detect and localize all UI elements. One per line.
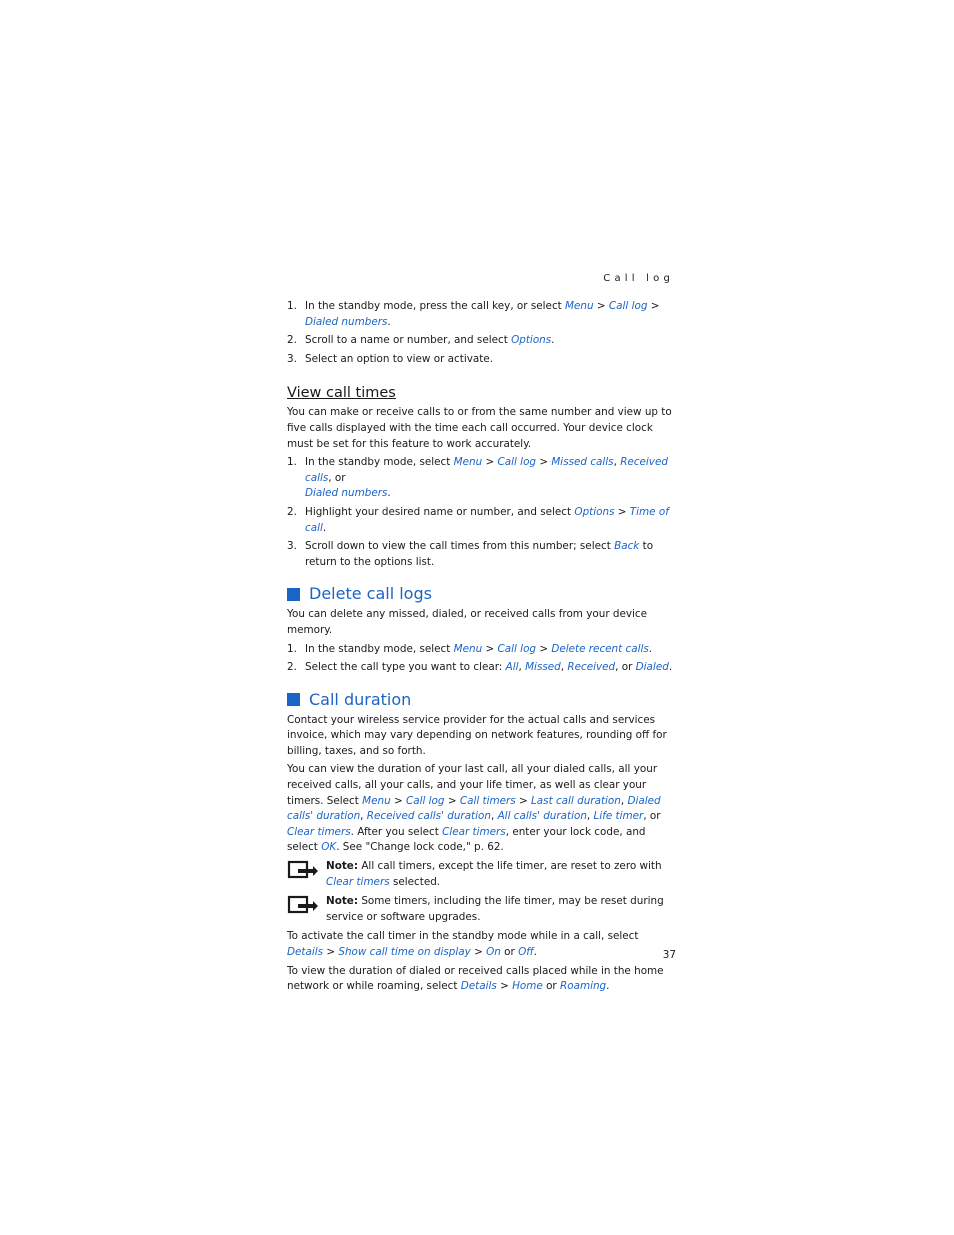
delete-call-logs-steps xyxy=(287,642,676,676)
menu-item-link: Missed xyxy=(525,661,561,674)
menu-item-link: Options xyxy=(574,505,615,518)
list-item: 2. Scroll to a name or number, and select Options. xyxy=(287,334,555,347)
note-block: Note: All call timers, except the life timer, are reset to zero with Clear timers selected. xyxy=(287,859,676,890)
paragraph: You can make or receive calls to or from the same number and view up to five calls displayed with the time each call occurred. Your device clock must be set for this feature to work accurately. xyxy=(287,406,672,450)
call-duration-heading: Call duration xyxy=(287,689,676,711)
menu-item-link: Dialed xyxy=(635,661,669,674)
menu-item-link: Dialed numbers xyxy=(305,487,388,500)
menu-item-link: Call log xyxy=(497,642,537,655)
section-square-icon xyxy=(287,588,300,601)
menu-item-link: Menu xyxy=(453,456,483,469)
menu-item-link: Back xyxy=(614,540,640,553)
section-square-icon xyxy=(287,693,300,706)
list-item: 3. Scroll down to view the call times from this number; select Back to return to the options list. xyxy=(287,540,654,568)
paragraph: You can view the duration of your last call, all your dialed calls, all your received calls, all your calls, and your life timer, as well as clear your timers. Select Menu > Call log > Call timers > Last call duration, Dialed calls' duration, Received calls' duration, All calls' duration, Life timer, or Clear timers. After you select Clear timers, enter your lock code, and select OK. See "Change lock code," p. 62. xyxy=(287,763,661,854)
menu-item-link: All xyxy=(505,661,519,674)
menu-item-link: Menu xyxy=(565,300,594,312)
menu-item-link: Received xyxy=(567,661,616,674)
delete-call-logs-heading: Delete call logs xyxy=(287,583,676,605)
list-item: 1. In the standby mode, select Menu > Call log > Delete recent calls. xyxy=(287,642,653,655)
list-item: 2. Select the call type you want to clear: All, Missed, Received, or Dialed. xyxy=(287,661,673,674)
menu-item-link: Received calls xyxy=(305,456,668,484)
list-item: 2. Highlight your desired name or number, and select Options > Time of call. xyxy=(287,505,669,534)
list-item: 1. In the standby mode, press the call key, or select Menu > Call log > Dialed numbers. xyxy=(287,300,660,328)
view-call-times-steps xyxy=(287,455,676,570)
menu-item-link: Options xyxy=(511,334,552,347)
menu-item-link: Dialed numbers xyxy=(305,315,388,328)
menu-item-link: Missed calls xyxy=(551,456,614,469)
page-number: 37 xyxy=(662,949,676,961)
intro-steps xyxy=(287,299,676,367)
page-content xyxy=(287,299,676,998)
menu-item-link: Call log xyxy=(497,456,537,469)
list-item: 3. Select an option to view or activate. xyxy=(287,352,493,365)
menu-item-link: Time of call xyxy=(305,505,669,534)
note-hand-icon xyxy=(287,859,319,883)
list-item: 1. In the standby mode, select Menu > Call log > Missed calls, Received calls, or Dialed numbers. xyxy=(287,456,668,500)
note-hand-icon xyxy=(287,894,319,918)
menu-item-link: Menu xyxy=(453,642,483,655)
paragraph: To activate the call timer in the standby mode while in a call, select Details > Show call time on display > On or Off. xyxy=(287,930,639,958)
view-call-times-heading: View call times xyxy=(287,385,396,402)
paragraph: Contact your wireless service provider for the actual calls and services invoice, which may vary depending on network features, rounding off for billing, taxes, and so forth. xyxy=(287,713,667,757)
running-head: Call log xyxy=(603,273,674,284)
menu-item-link: Delete recent calls xyxy=(551,642,649,655)
paragraph: You can delete any missed, dialed, or received calls from your device memory. xyxy=(287,608,648,636)
menu-item-link: Call log xyxy=(608,300,648,312)
note-block: Note: Some timers, including the life timer, may be reset during service or software upgrades. xyxy=(287,894,676,925)
paragraph: To view the duration of dialed or received calls placed while in the home network or while roaming, select Details > Home or Roaming. xyxy=(287,964,664,993)
